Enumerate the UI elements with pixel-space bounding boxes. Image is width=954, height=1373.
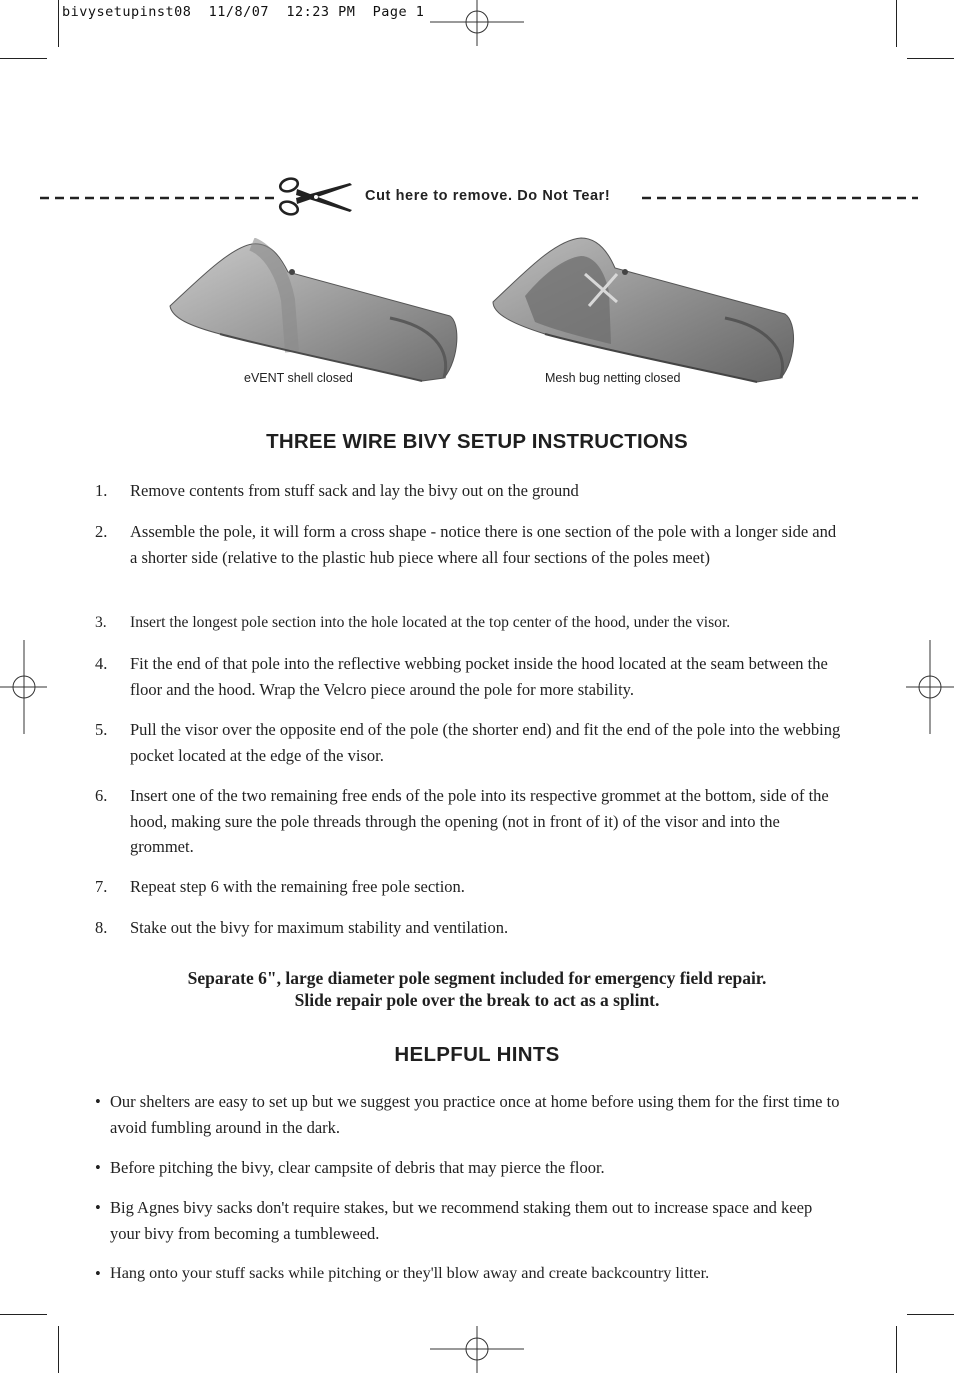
- crop-mark: [0, 1314, 47, 1315]
- step-text: Insert the longest pole section into the hole located at the top center of the hood, under the visor.: [130, 614, 731, 631]
- registration-mark-icon: [430, 0, 526, 48]
- printer-slug: bivysetupinst08 11/8/07 12:23 PM Page 1: [62, 4, 425, 20]
- section-title-hints: HELPFUL HINTS: [394, 1043, 560, 1066]
- crop-mark: [0, 58, 47, 59]
- step-text: Remove contents from stuff sack and lay the bivy out on the ground: [130, 481, 579, 500]
- step-number: 8.: [95, 918, 108, 937]
- step-text: Insert one of the two remaining free ends of the pole into its respective grommet at the bottom, side of the hood, making sure the pole threads through the opening (not in front of it) of the visor and into the grommet.: [130, 786, 829, 856]
- bullet: •: [95, 1198, 101, 1217]
- step-number: 1.: [95, 481, 108, 500]
- crop-mark: [907, 1314, 954, 1315]
- registration-mark-icon: [0, 640, 48, 734]
- bullet: •: [95, 1264, 101, 1283]
- repair-note-line: Slide repair pole over the break to act as a splint.: [294, 989, 660, 1010]
- bivy-image-mesh-closed: [485, 232, 805, 392]
- step-text: Fit the end of that pole into the reflective webbing pocket inside the hood located at the seam between the floor and the hood. Wrap the Velcro piece around the pole for more stability.: [130, 654, 828, 699]
- page-title: THREE WIRE BIVY SETUP INSTRUCTIONS: [266, 430, 688, 453]
- cut-instruction: Cut here to remove. Do Not Tear!: [365, 188, 611, 204]
- crop-mark: [896, 1326, 897, 1373]
- bullet: •: [95, 1158, 101, 1177]
- step-number: 6.: [95, 786, 108, 805]
- step-text: Stake out the bivy for maximum stability and ventilation.: [130, 918, 509, 937]
- hint-text: Our shelters are easy to set up but we suggest you practice once at home before using them for the first time to avoid fumbling around in the dark.: [110, 1092, 840, 1137]
- step-number: 5.: [95, 720, 108, 739]
- crop-mark: [896, 0, 897, 47]
- crop-mark: [907, 58, 954, 59]
- step-text: Repeat step 6 with the remaining free pole section.: [130, 877, 465, 896]
- image-caption: Mesh bug netting closed: [545, 371, 681, 385]
- hint-text: Big Agnes bivy sacks don't require stakes, but we recommend staking them out to increase space and keep your bivy from becoming a tumbleweed.: [110, 1198, 813, 1243]
- step-text: Assemble the pole, it will form a cross shape - notice there is one section of the pole with a longer side and a shorter side (relative to the plastic hub piece where all four sections of the poles meet): [130, 522, 837, 567]
- step-number: 2.: [95, 522, 108, 541]
- bivy-image-shell-closed: [160, 238, 470, 388]
- step-number: 3.: [95, 614, 107, 631]
- crop-mark: [58, 0, 59, 47]
- hint-text: Before pitching the bivy, clear campsite of debris that may pierce the floor.: [110, 1158, 605, 1177]
- bullet: •: [95, 1092, 101, 1111]
- scissors-icon: [272, 176, 356, 218]
- step-number: 7.: [95, 877, 108, 896]
- step-text: Pull the visor over the opposite end of the pole (the shorter end) and fit the end of the pole into the webbing pocket located at the edge of the visor.: [130, 720, 841, 765]
- hint-text: Hang onto your stuff sacks while pitching or they'll blow away and create backcountry litter.: [110, 1264, 710, 1282]
- step-number: 4.: [95, 654, 108, 673]
- registration-mark-icon: [906, 640, 954, 734]
- image-caption: eVENT shell closed: [244, 371, 353, 385]
- repair-note: [0, 968, 954, 1011]
- crop-mark: [58, 1326, 59, 1373]
- repair-note-line: Separate 6", large diameter pole segment included for emergency field repair.: [187, 968, 767, 988]
- registration-mark-icon: [430, 1326, 526, 1373]
